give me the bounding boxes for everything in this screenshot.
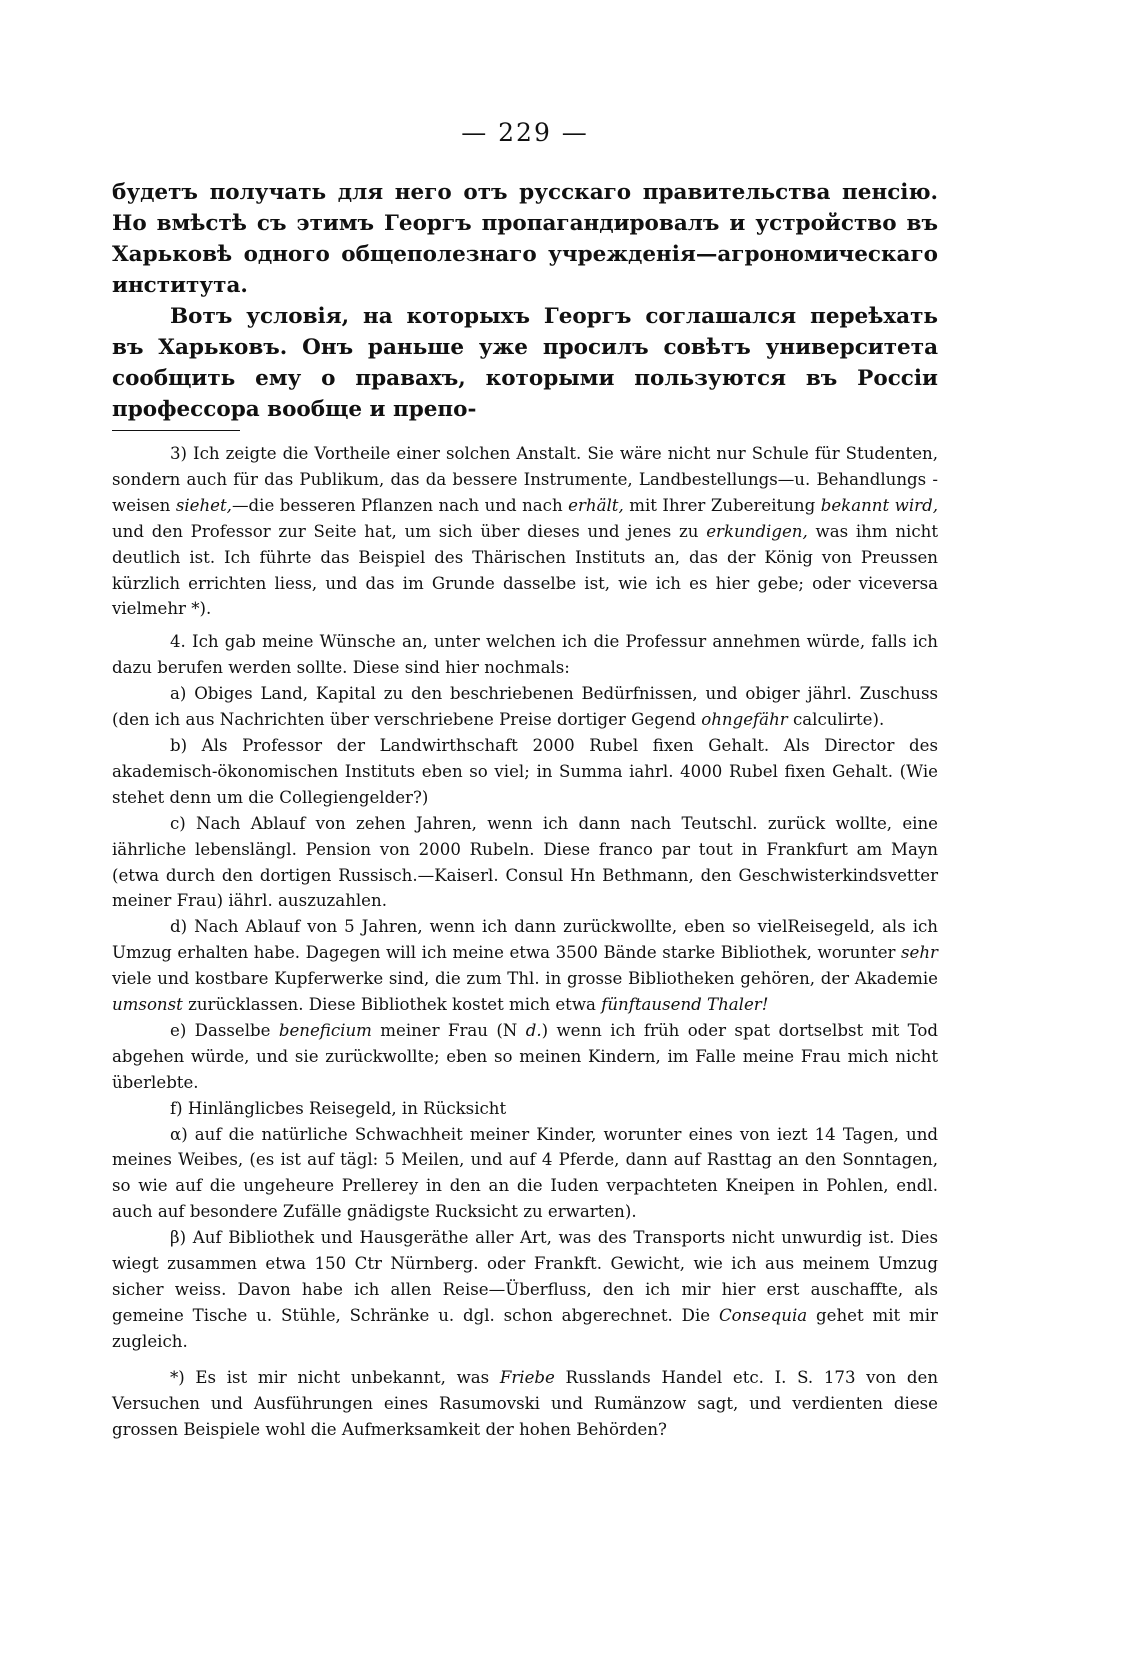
footnote-separator (112, 430, 240, 431)
item-d: d) Nach Ablauf von 5 Jahren, wenn ich dann zurückwollte, eben so vielReisegeld, als ich Umzug erhalten habe. Dagegen will ich meine etwa 3500 Bände starke Bibliothek, worunter sehr viele und kostbare Kupferwerke sind, die zum Thl. in grosse Bibliotheken gehören, der Akademie umsonst zurücklassen. Diese Bibliothek kostet mich etwa fünftausend Thaler! (112, 917, 938, 1015)
item-f-beta: β) Auf Bibliothek und Hausgeräthe aller Art, was des Transports nicht unwurdig ist. Dies wiegt zusammen etwa 150 Ctr Nürnberg. oder Frankft. Gewicht, wie ich aus meinem Umzug sicher weiss. Davon habe ich allen Reise—Überfluss, den ich mir hier erst auschaffte, als gemeine Tische u. Stühle, Schränke u. dgl. schon abgerechnet. Die Consequia gehet mit mir zugleich. (112, 1228, 938, 1351)
item-f-alpha: α) auf die natürliche Schwachheit meiner Kinder, worunter eines von iezt 14 Tagen, und meines Weibes, (es ist auf tägl: 5 Meilen, und auf 4 Pferde, dann auf Rasttag an den Sonntagen, so wie auf die ungeheure Prellerey in den an die Iuden verpachteten Kneipen in Pohlen, endl. auch auf besondere Zufälle gnädigste Rucksicht zu erwarten). (112, 1124, 938, 1222)
item-b: b) Als Professor der Landwirthschaft 2000 Rubel fixen Gehalt. Als Director des akademisch-ökonomischen Instituts eben so viel; in Summa iahrl. 4000 Rubel fixen Gehalt. (Wie stehet denn um die Collegiengelder?) (112, 735, 938, 807)
item-e: e) Dasselbe beneficium meiner Frau (N d.) wenn ich früh oder spat dortselbst mit Tod abgehen würde, und sie zurückwollte; eben so meinen Kindern, im Falle meine Frau mich nicht überlebte. (112, 1020, 939, 1092)
item-f: f) Hinlänglicbes Reisegeld, in Rücksicht (170, 1098, 507, 1118)
footnote-star: *) Es ist mir nicht unbekannt, was Friebe Russlands Handel etc. I. S. 173 von den Versuchen und Ausführungen eines Rasumovski und Rumänzow sagt, und verdienten diese grossen Beispiele wohl die Aufmerksamkeit der hohen Behörden? (112, 1367, 939, 1439)
page-number: — 229 — (461, 118, 589, 147)
russian-paragraph-1: будетъ получать для него отъ русскаго правительства пенсію. Но вмѣстѣ съ этимъ Георгъ пропагандировалъ и устройство въ Харьковѣ одного общеполезнаго учрежденія—агрономическаго института. (112, 180, 938, 298)
item-c: c) Nach Ablauf von zehen Jahren, wenn ich dann nach Teutschl. zurück wollte, eine iährliche lebenslängl. Pension von 2000 Rubeln. Diese franco par tout in Frankfurt am Mayn (etwa durch den dortigen Russisch.—Kaiserl. Consul Hn Bethmann, den Geschwisterkindsvetter meiner Frau) iährl. auszuzahlen. (112, 813, 938, 911)
footnote-3: 3) Ich zeigte die Vortheile einer solchen Anstalt. Sie wäre nicht nur Schule für Studenten, sondern auch für das Publikum, das da bessere Instrumente, Landbestellungs—u. Behandlungs - weisen siehet,—die besseren Pflanzen nach und nach erhält, mit Ihrer Zubereitung bekannt wird, und den Professor zur Seite hat, um sich über dieses und jenes zu erkundigen, was ihm nicht deutlich ist. Ich führte das Beispiel des Thärischen Instituts an, das der König von Preussen kürzlich errichten liess, und das im Grunde dasselbe ist, wie ich es hier gebe; oder viceversa vielmehr *). (112, 444, 939, 619)
document-page (112, 118, 938, 1442)
russian-paragraph-2: Вотъ условія, на которыхъ Георгъ соглашался переѣхать въ Харьковъ. Онъ раньше уже просилъ совѣтъ университета сообщить ему о правахъ, которыми пользуются въ Россіи профессора вообще и препо- (112, 304, 938, 422)
item-a: a) Obiges Land, Kapital zu den beschriebenen Bedürfnissen, und obiger jährl. Zuschuss (den ich aus Nachrichten über verschriebene Preise dortiger Gegend ohngefähr calculirte). (112, 684, 938, 730)
item-4: 4. Ich gab meine Wünsche an, unter welchen ich die Professur annehmen würde, falls ich dazu berufen werden sollte. Diese sind hier nochmals: (112, 632, 938, 678)
